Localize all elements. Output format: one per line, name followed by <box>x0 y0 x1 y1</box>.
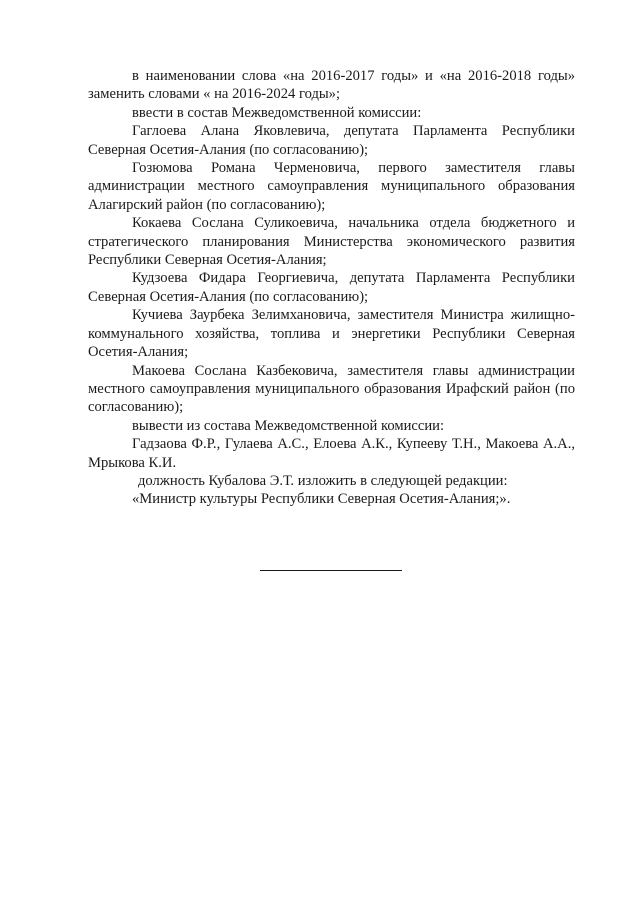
paragraph-member-gozyumov: Гозюмова Романа Черменовича, первого заместителя главы администрации местного самоуправления муниципального образования Алагирский район (по согласованию); <box>88 160 575 213</box>
paragraph-member-gagloev: Гаглоева Алана Яковлевича, депутата Парламента Республики Северная Осетия-Алания (по согласованию); <box>88 123 575 158</box>
paragraph-position-change: должность Кубалова Э.Т. изложить в следующей редакции: <box>138 472 508 489</box>
paragraph-member-makoev: Макоева Сослана Казбековича, заместителя главы администрации местного самоуправления муниципального образования Ирафский район (по согласованию); <box>88 362 575 416</box>
paragraph-removed-members-list: Гадзаова Ф.Р., Гулаева А.С., Елоева А.К., Купееву Т.Н., Макоева А.А., Мрыкова К.И. <box>88 436 575 471</box>
paragraph-member-kuchiev: Кучиева Заурбека Зелимхановича, заместителя Министра жилищно-коммунального хозяйства, топлива и энергетики Республики Северная Осетия-Алания; <box>88 307 575 361</box>
end-of-document-rule <box>260 570 402 571</box>
paragraph-remove-members-heading: вывести из состава Межведомственной комиссии: <box>132 417 445 434</box>
document-body <box>88 67 575 509</box>
paragraph-add-members-heading: ввести в состав Межведомственной комиссии: <box>132 104 422 121</box>
paragraph-rename-years: в наименовании слова «на 2016-2017 годы» и «на 2016-2018 годы» заменить словами « на 2016-2024 годы»; <box>88 68 575 103</box>
paragraph-new-position: «Министр культуры Республики Северная Осетия-Алания;». <box>132 491 511 508</box>
paragraph-member-kudzoev: Кудзоева Фидара Георгиевича, депутата Парламента Республики Северная Осетия-Алания (по согласованию); <box>88 270 575 305</box>
paragraph-member-kokaev: Кокаева Сослана Суликоевича, начальника отдела бюджетного и стратегического планирования Министерства экономического развития Республики Северная Осетия-Алания; <box>88 215 575 269</box>
